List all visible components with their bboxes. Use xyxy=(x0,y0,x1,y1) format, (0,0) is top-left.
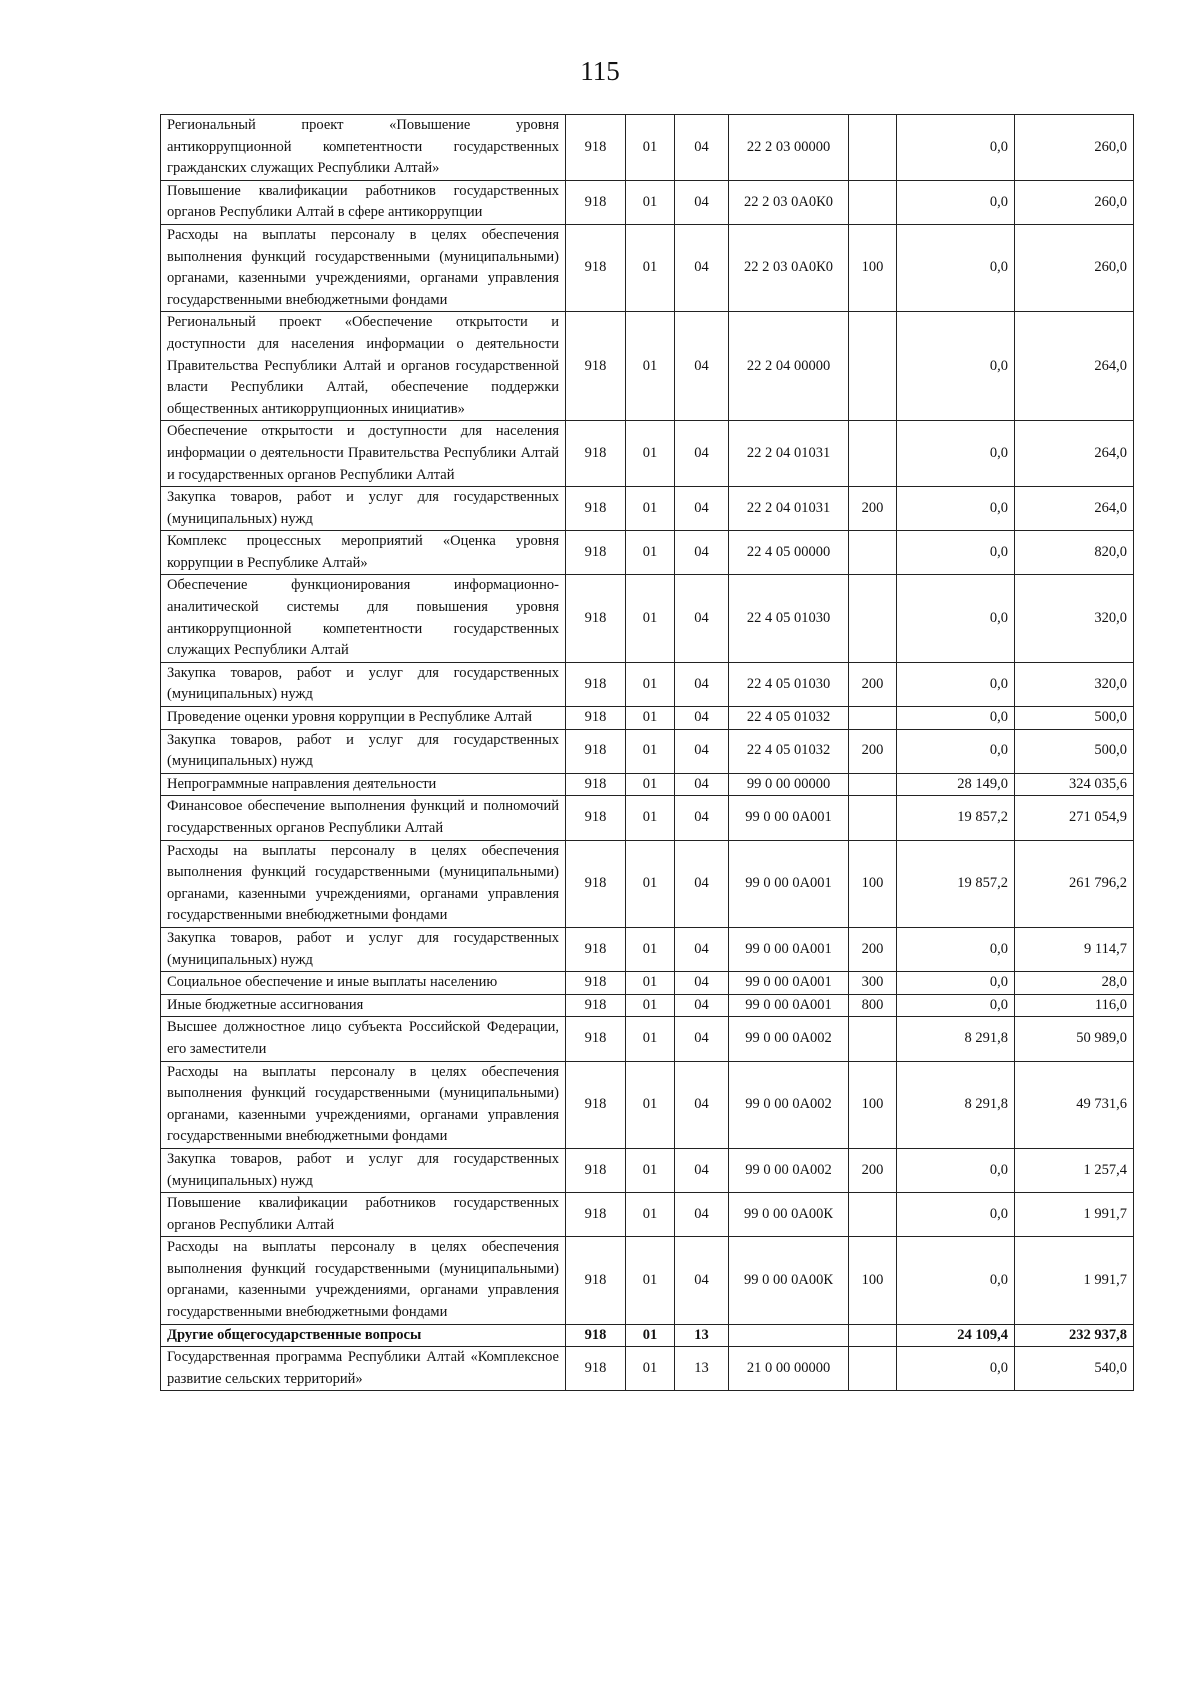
row-subsection-code: 04 xyxy=(675,1148,729,1192)
row-ved-code: 918 xyxy=(566,707,626,730)
row-subsection-code: 04 xyxy=(675,180,729,224)
row-section-code: 01 xyxy=(626,796,675,840)
row-ved-code: 918 xyxy=(566,312,626,421)
row-amount-2: 232 937,8 xyxy=(1015,1324,1134,1347)
row-expense-type: 300 xyxy=(849,972,897,995)
row-section-code: 01 xyxy=(626,994,675,1017)
table-row xyxy=(161,115,1134,181)
row-expense-type: 200 xyxy=(849,927,897,971)
row-amount-1: 0,0 xyxy=(897,662,1015,706)
row-ved-code: 918 xyxy=(566,1017,626,1061)
row-subsection-code: 04 xyxy=(675,729,729,773)
row-amount-1: 28 149,0 xyxy=(897,773,1015,796)
row-section-code: 01 xyxy=(626,972,675,995)
row-ved-code: 918 xyxy=(566,180,626,224)
row-expense-type: 100 xyxy=(849,1061,897,1148)
row-amount-2: 49 731,6 xyxy=(1015,1061,1134,1148)
row-target-article: 99 0 00 0А002 xyxy=(729,1017,849,1061)
row-target-article: 99 0 00 0А00К xyxy=(729,1193,849,1237)
row-target-article: 99 0 00 0А00К xyxy=(729,1237,849,1324)
table-row xyxy=(161,180,1134,224)
row-amount-2: 320,0 xyxy=(1015,662,1134,706)
row-section-code: 01 xyxy=(626,1324,675,1347)
row-target-article: 99 0 00 0А001 xyxy=(729,796,849,840)
row-ved-code: 918 xyxy=(566,487,626,531)
row-ved-code: 918 xyxy=(566,224,626,311)
row-name: Региональный проект «Повышение уровня антикоррупционной компетентности государственных гражданских служащих Республики Алтай» xyxy=(161,115,566,181)
row-target-article: 22 4 05 00000 xyxy=(729,531,849,575)
row-section-code: 01 xyxy=(626,1017,675,1061)
row-target-article: 22 4 05 01030 xyxy=(729,575,849,662)
row-name: Закупка товаров, работ и услуг для государственных (муниципальных) нужд xyxy=(161,729,566,773)
row-amount-2: 1 257,4 xyxy=(1015,1148,1134,1192)
table-row xyxy=(161,1324,1134,1347)
row-target-article: 22 2 04 00000 xyxy=(729,312,849,421)
row-section-code: 01 xyxy=(626,662,675,706)
row-section-code: 01 xyxy=(626,1061,675,1148)
page-number: 115 xyxy=(580,56,620,86)
row-section-code: 01 xyxy=(626,421,675,487)
row-name: Расходы на выплаты персоналу в целях обеспечения выполнения функций государственными (муниципальными) органами, казенными учреждениями, органами управления государственными внебюджетными фондами xyxy=(161,224,566,311)
row-name: Комплекс процессных мероприятий «Оценка уровня коррупции в Республике Алтай» xyxy=(161,531,566,575)
row-target-article: 22 4 05 01030 xyxy=(729,662,849,706)
row-subsection-code: 04 xyxy=(675,707,729,730)
row-amount-2: 28,0 xyxy=(1015,972,1134,995)
row-amount-1: 24 109,4 xyxy=(897,1324,1015,1347)
table-row xyxy=(161,312,1134,421)
row-ved-code: 918 xyxy=(566,1148,626,1192)
row-expense-type: 200 xyxy=(849,1148,897,1192)
row-ved-code: 918 xyxy=(566,972,626,995)
row-section-code: 01 xyxy=(626,312,675,421)
row-expense-type xyxy=(849,1347,897,1391)
row-amount-1: 0,0 xyxy=(897,312,1015,421)
row-name: Закупка товаров, работ и услуг для государственных (муниципальных) нужд xyxy=(161,487,566,531)
row-subsection-code: 04 xyxy=(675,421,729,487)
row-expense-type xyxy=(849,531,897,575)
row-amount-1: 0,0 xyxy=(897,1347,1015,1391)
row-ved-code: 918 xyxy=(566,796,626,840)
table-row xyxy=(161,224,1134,311)
row-name: Расходы на выплаты персоналу в целях обеспечения выполнения функций государственными (муниципальными) органами, казенными учреждениями, органами управления государственными внебюджетными фондами xyxy=(161,1061,566,1148)
row-name: Другие общегосударственные вопросы xyxy=(161,1324,566,1347)
row-amount-2: 500,0 xyxy=(1015,729,1134,773)
row-target-article: 22 2 03 00000 xyxy=(729,115,849,181)
row-name: Повышение квалификации работников государственных органов Республики Алтай xyxy=(161,1193,566,1237)
row-target-article: 22 2 03 0А0К0 xyxy=(729,224,849,311)
row-amount-1: 0,0 xyxy=(897,575,1015,662)
row-amount-1: 8 291,8 xyxy=(897,1061,1015,1148)
row-expense-type xyxy=(849,180,897,224)
table-row xyxy=(161,707,1134,730)
row-subsection-code: 04 xyxy=(675,994,729,1017)
row-amount-2: 264,0 xyxy=(1015,312,1134,421)
row-expense-type: 100 xyxy=(849,840,897,927)
row-subsection-code: 04 xyxy=(675,796,729,840)
table-row xyxy=(161,1148,1134,1192)
row-expense-type xyxy=(849,796,897,840)
row-expense-type xyxy=(849,421,897,487)
row-amount-2: 324 035,6 xyxy=(1015,773,1134,796)
row-ved-code: 918 xyxy=(566,1237,626,1324)
row-name: Государственная программа Республики Алтай «Комплексное развитие сельских территорий» xyxy=(161,1347,566,1391)
table-row xyxy=(161,487,1134,531)
row-target-article xyxy=(729,1324,849,1347)
row-target-article: 99 0 00 0А002 xyxy=(729,1061,849,1148)
row-target-article: 22 2 04 01031 xyxy=(729,487,849,531)
table-row xyxy=(161,1061,1134,1148)
row-expense-type: 100 xyxy=(849,224,897,311)
row-name: Проведение оценки уровня коррупции в Республике Алтай xyxy=(161,707,566,730)
row-section-code: 01 xyxy=(626,180,675,224)
row-subsection-code: 04 xyxy=(675,312,729,421)
row-amount-1: 0,0 xyxy=(897,1148,1015,1192)
row-ved-code: 918 xyxy=(566,994,626,1017)
row-section-code: 01 xyxy=(626,115,675,181)
row-target-article: 99 0 00 0А001 xyxy=(729,927,849,971)
row-amount-2: 820,0 xyxy=(1015,531,1134,575)
row-name: Высшее должностное лицо субъекта Российской Федерации, его заместители xyxy=(161,1017,566,1061)
row-ved-code: 918 xyxy=(566,1061,626,1148)
row-section-code: 01 xyxy=(626,1148,675,1192)
row-name: Повышение квалификации работников государственных органов Республики Алтай в сфере антикоррупции xyxy=(161,180,566,224)
row-subsection-code: 04 xyxy=(675,773,729,796)
row-target-article: 22 2 03 0А0К0 xyxy=(729,180,849,224)
row-expense-type xyxy=(849,115,897,181)
table-row xyxy=(161,575,1134,662)
table-row xyxy=(161,1017,1134,1061)
row-target-article: 99 0 00 0А001 xyxy=(729,972,849,995)
row-subsection-code: 04 xyxy=(675,115,729,181)
table-row xyxy=(161,1193,1134,1237)
row-subsection-code: 04 xyxy=(675,487,729,531)
row-amount-1: 19 857,2 xyxy=(897,840,1015,927)
row-section-code: 01 xyxy=(626,707,675,730)
row-name: Обеспечение функционирования информационно-аналитической системы для повышения уровня антикоррупционной компетентности государственных служащих Республики Алтай xyxy=(161,575,566,662)
row-section-code: 01 xyxy=(626,773,675,796)
row-ved-code: 918 xyxy=(566,1193,626,1237)
row-name: Финансовое обеспечение выполнения функций и полномочий государственных органов Республики Алтай xyxy=(161,796,566,840)
row-expense-type: 200 xyxy=(849,662,897,706)
row-amount-1: 0,0 xyxy=(897,729,1015,773)
row-section-code: 01 xyxy=(626,840,675,927)
row-name: Закупка товаров, работ и услуг для государственных (муниципальных) нужд xyxy=(161,662,566,706)
row-section-code: 01 xyxy=(626,1193,675,1237)
row-subsection-code: 04 xyxy=(675,1193,729,1237)
row-name: Расходы на выплаты персоналу в целях обеспечения выполнения функций государственными (муниципальными) органами, казенными учреждениями, органами управления государственными внебюджетными фондами xyxy=(161,840,566,927)
table-row xyxy=(161,1347,1134,1391)
row-expense-type xyxy=(849,1017,897,1061)
row-amount-1: 19 857,2 xyxy=(897,796,1015,840)
row-subsection-code: 04 xyxy=(675,1017,729,1061)
row-subsection-code: 04 xyxy=(675,1237,729,1324)
row-amount-2: 1 991,7 xyxy=(1015,1193,1134,1237)
row-target-article: 99 0 00 0А002 xyxy=(729,1148,849,1192)
row-expense-type xyxy=(849,707,897,730)
row-amount-1: 0,0 xyxy=(897,1193,1015,1237)
row-name: Закупка товаров, работ и услуг для государственных (муниципальных) нужд xyxy=(161,927,566,971)
row-expense-type: 200 xyxy=(849,729,897,773)
row-amount-1: 0,0 xyxy=(897,421,1015,487)
row-expense-type: 200 xyxy=(849,487,897,531)
table-row xyxy=(161,729,1134,773)
row-section-code: 01 xyxy=(626,1237,675,1324)
row-expense-type: 100 xyxy=(849,1237,897,1324)
row-expense-type xyxy=(849,773,897,796)
row-amount-2: 320,0 xyxy=(1015,575,1134,662)
row-subsection-code: 04 xyxy=(675,840,729,927)
row-section-code: 01 xyxy=(626,927,675,971)
table-row xyxy=(161,796,1134,840)
row-amount-1: 0,0 xyxy=(897,927,1015,971)
row-subsection-code: 04 xyxy=(675,224,729,311)
row-section-code: 01 xyxy=(626,1347,675,1391)
row-amount-1: 0,0 xyxy=(897,224,1015,311)
row-ved-code: 918 xyxy=(566,421,626,487)
row-name: Социальное обеспечение и иные выплаты населению xyxy=(161,972,566,995)
row-amount-1: 0,0 xyxy=(897,1237,1015,1324)
row-amount-2: 1 991,7 xyxy=(1015,1237,1134,1324)
row-target-article: 22 4 05 01032 xyxy=(729,729,849,773)
row-name: Иные бюджетные ассигнования xyxy=(161,994,566,1017)
row-subsection-code: 04 xyxy=(675,927,729,971)
row-amount-2: 500,0 xyxy=(1015,707,1134,730)
row-expense-type xyxy=(849,1324,897,1347)
row-name: Обеспечение открытости и доступности для населения информации о деятельности Правительства Республики Алтай и государственных органов Республики Алтай xyxy=(161,421,566,487)
row-ved-code: 918 xyxy=(566,1347,626,1391)
row-amount-2: 271 054,9 xyxy=(1015,796,1134,840)
row-subsection-code: 13 xyxy=(675,1347,729,1391)
row-ved-code: 918 xyxy=(566,840,626,927)
row-amount-1: 0,0 xyxy=(897,994,1015,1017)
row-ved-code: 918 xyxy=(566,575,626,662)
row-target-article: 22 4 05 01032 xyxy=(729,707,849,730)
row-section-code: 01 xyxy=(626,224,675,311)
row-amount-2: 260,0 xyxy=(1015,180,1134,224)
table-row xyxy=(161,662,1134,706)
row-amount-1: 0,0 xyxy=(897,115,1015,181)
table-row xyxy=(161,1237,1134,1324)
row-subsection-code: 04 xyxy=(675,575,729,662)
row-expense-type xyxy=(849,575,897,662)
row-amount-2: 260,0 xyxy=(1015,224,1134,311)
budget-table xyxy=(160,114,1134,1391)
row-ved-code: 918 xyxy=(566,1324,626,1347)
row-amount-1: 8 291,8 xyxy=(897,1017,1015,1061)
row-amount-2: 540,0 xyxy=(1015,1347,1134,1391)
row-subsection-code: 04 xyxy=(675,531,729,575)
row-expense-type: 800 xyxy=(849,994,897,1017)
row-amount-1: 0,0 xyxy=(897,487,1015,531)
row-ved-code: 918 xyxy=(566,927,626,971)
table-row xyxy=(161,927,1134,971)
row-amount-1: 0,0 xyxy=(897,707,1015,730)
table-body xyxy=(161,115,1134,1391)
row-ved-code: 918 xyxy=(566,729,626,773)
table-row xyxy=(161,840,1134,927)
row-section-code: 01 xyxy=(626,531,675,575)
row-amount-1: 0,0 xyxy=(897,531,1015,575)
row-amount-2: 260,0 xyxy=(1015,115,1134,181)
row-amount-2: 50 989,0 xyxy=(1015,1017,1134,1061)
table-row xyxy=(161,972,1134,995)
table-row xyxy=(161,531,1134,575)
row-amount-2: 261 796,2 xyxy=(1015,840,1134,927)
row-name: Региональный проект «Обеспечение открытости и доступности для населения информации о деятельности Правительства Республики Алтай и органов государственной власти Республики Алтай, обеспечение поддержки общественных антикоррупционных инициатив» xyxy=(161,312,566,421)
table-row xyxy=(161,421,1134,487)
row-amount-2: 9 114,7 xyxy=(1015,927,1134,971)
row-target-article: 99 0 00 0А001 xyxy=(729,994,849,1017)
row-target-article: 22 2 04 01031 xyxy=(729,421,849,487)
row-name: Расходы на выплаты персоналу в целях обеспечения выполнения функций государственными (муниципальными) органами, казенными учреждениями, органами управления государственными внебюджетными фондами xyxy=(161,1237,566,1324)
row-amount-1: 0,0 xyxy=(897,180,1015,224)
row-section-code: 01 xyxy=(626,575,675,662)
row-amount-1: 0,0 xyxy=(897,972,1015,995)
row-name: Непрограммные направления деятельности xyxy=(161,773,566,796)
row-subsection-code: 04 xyxy=(675,1061,729,1148)
row-target-article: 21 0 00 00000 xyxy=(729,1347,849,1391)
row-name: Закупка товаров, работ и услуг для государственных (муниципальных) нужд xyxy=(161,1148,566,1192)
table-row xyxy=(161,994,1134,1017)
row-target-article: 99 0 00 0А001 xyxy=(729,840,849,927)
row-amount-2: 264,0 xyxy=(1015,487,1134,531)
row-ved-code: 918 xyxy=(566,773,626,796)
row-section-code: 01 xyxy=(626,729,675,773)
row-ved-code: 918 xyxy=(566,662,626,706)
row-subsection-code: 13 xyxy=(675,1324,729,1347)
row-target-article: 99 0 00 00000 xyxy=(729,773,849,796)
row-expense-type xyxy=(849,312,897,421)
row-subsection-code: 04 xyxy=(675,662,729,706)
row-section-code: 01 xyxy=(626,487,675,531)
row-amount-2: 264,0 xyxy=(1015,421,1134,487)
row-expense-type xyxy=(849,1193,897,1237)
table-row xyxy=(161,773,1134,796)
row-ved-code: 918 xyxy=(566,531,626,575)
row-amount-2: 116,0 xyxy=(1015,994,1134,1017)
row-subsection-code: 04 xyxy=(675,972,729,995)
row-ved-code: 918 xyxy=(566,115,626,181)
